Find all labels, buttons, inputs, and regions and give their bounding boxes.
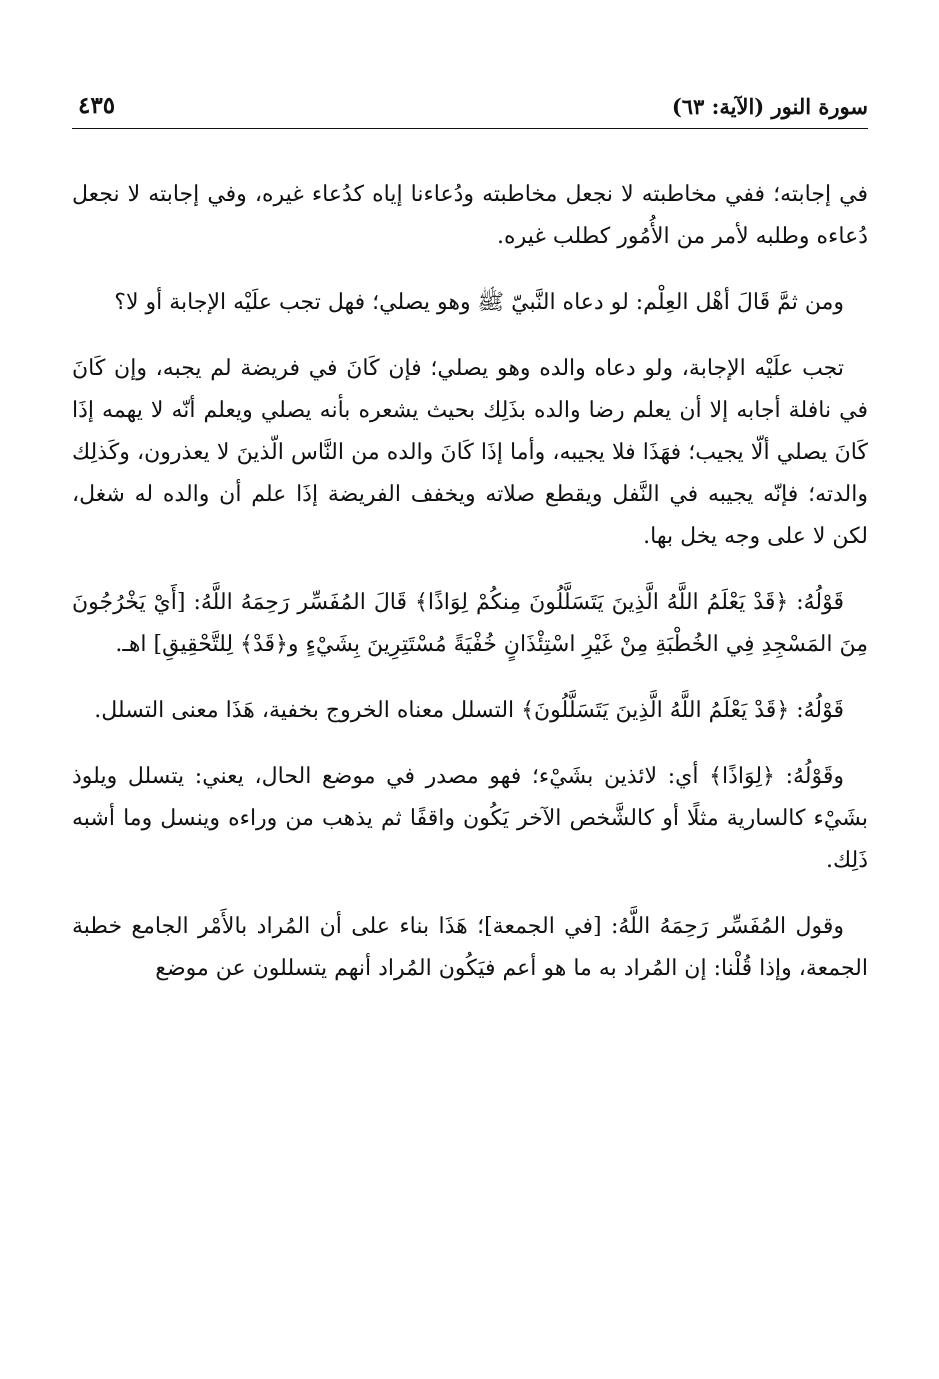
paragraph: ومن ثمَّ قَالَ أهْل العِلْم: لو دعاه النَّبيّ ﷺ وهو يصلي؛ فهل تجب علَيْه الإجابة أو لا؟ [114, 290, 844, 315]
page-number: ٤٣٥ [78, 92, 116, 119]
running-title: سورة النور (الآية: ٦٣) [671, 94, 868, 119]
page-header [72, 92, 868, 132]
paragraph: تجب علَيْه الإجابة، ولو دعاه والده وهو يصلي؛ فإن كَانَ في فريضة لم يجبه، وإن كَانَ في نافلة أجابه إلا أن يعلم رضا والده بذَلِك بحيث يشعره بأنه يصلي ويعلم أنّه لا يهمه إذَا كَانَ يصلي ألّا يجيب؛ فهَذَا فلا يجيبه، وأما إذَا كَانَ والده من النَّاس الّذينَ لا يعذرون، وكَذلِك والدته؛ فإنّه يجيبه في النَّفل ويقطع صلاته ويخفف الفريضة إذَا علم أن والده له شغل، لكن لا على وجه يخل بها. [72, 356, 868, 549]
paragraph: وقول المُفَسِّر رَحِمَهُ اللَّهُ: [في الجمعة]؛ هَذَا بناء على أن المُراد بالأَمْر الجامع خطبة الجمعة، وإذا قُلْنا: إن المُراد به ما هو أعم فيَكُون المُراد أنهم يتسللون عن موضع [72, 914, 868, 981]
book-page [72, 92, 868, 1372]
paragraph: في إجابته؛ ففي مخاطبته لا نجعل مخاطبته ودُعاءنا إياه كدُعاء غيره، وفي إجابته لا نجعل دُعاءه وطلبه لأمر من الأُمُور كطلب غيره. [72, 182, 868, 249]
paragraph: وقَوْلُهُ: ﴿لِوَاذًا﴾ أي: لائذين بشَيْء؛ فهو مصدر في موضع الحال، يعني: يتسلل ويلوذ بشَيْء كالسارية مثلًا أو كالشَّخص الآخر يَكُون واقفًا ثم يذهب من وراءه وينسل وما أشبه ذَلِك. [72, 764, 868, 873]
paragraph: قَوْلُهُ: ﴿قَدْ يَعْلَمُ اللَّهُ الَّذِينَ يَتَسَلَّلُونَ﴾ التسلل معناه الخروج بخفية، هَذَا معنى التسلل. [94, 698, 844, 723]
header-divider [72, 128, 868, 129]
page-body [72, 174, 868, 990]
paragraph: قَوْلُهُ: ﴿قَدْ يَعْلَمُ اللَّهُ الَّذِينَ يَتَسَلَّلُونَ مِنكُمْ لِوَاذًا﴾ قَالَ المُفَسِّر رَحِمَهُ اللَّهُ: [أَيْ يَخْرُجُونَ مِنَ المَسْجِدِ فِي الخُطْبَةِ مِنْ غَيْرِ اسْتِئْذَانٍ خُفْيَةً مُسْتَتِرِينَ بِشَيْءٍ و﴿قَدْ﴾ لِلتَّحْقِيقِ] اهـ. [72, 590, 868, 657]
